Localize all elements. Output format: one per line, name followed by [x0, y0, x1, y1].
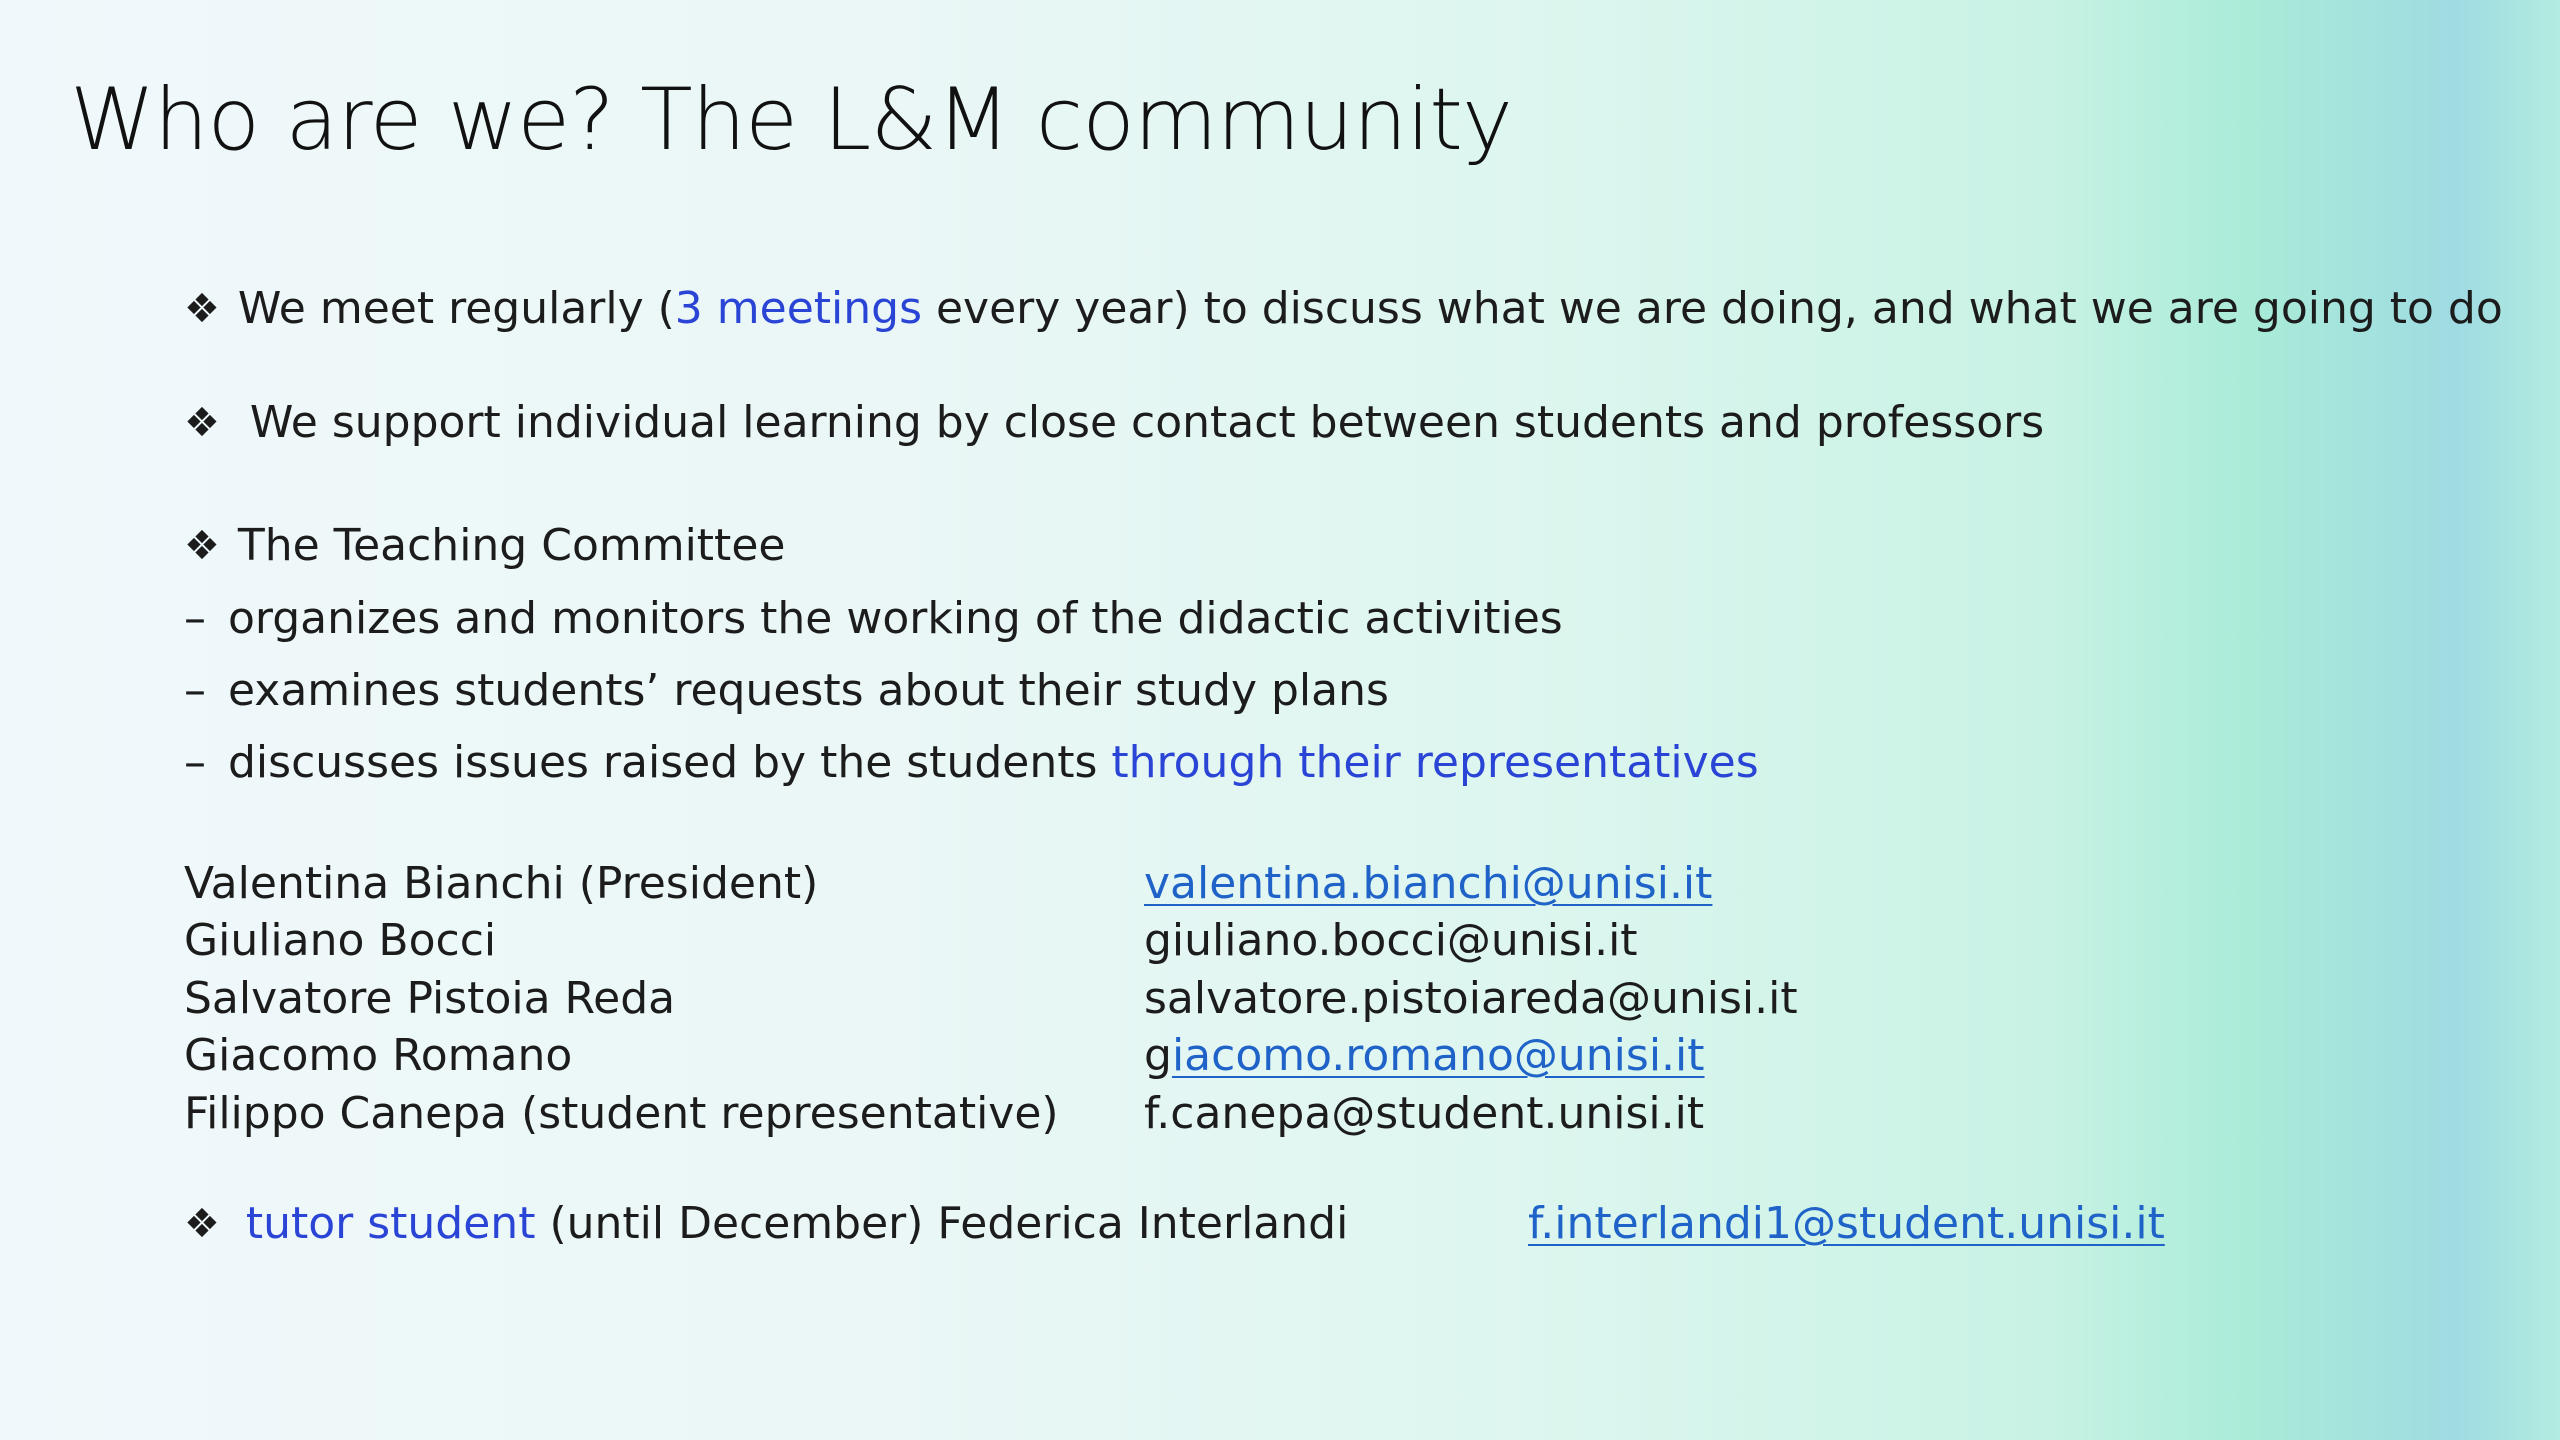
member-email: giuliano.bocci@unisi.it — [1144, 915, 1638, 966]
point1-pre: We meet regularly ( — [237, 283, 675, 334]
point1-post: every year) to discuss what we are doing, and what we are going to do — [922, 283, 2503, 334]
bullet-point-support — [184, 397, 2045, 448]
diamond-bullet-icon: ❖ — [184, 400, 220, 446]
tutor-highlight: tutor student — [245, 1198, 536, 1249]
tutor-text: (until December) Federica Interlandi — [535, 1198, 1349, 1249]
dash-glyph: – — [184, 665, 206, 716]
bullet-point-tutor — [184, 1198, 1349, 1249]
member-email: salvatore.pistoiareda@unisi.it — [1144, 973, 1798, 1024]
point2-text: We support individual learning by close contact between students and professors — [249, 397, 2045, 448]
diamond-bullet-icon: ❖ — [184, 286, 220, 332]
bullet-point-meetings — [184, 283, 2503, 334]
member-name: Valentina Bianchi (President) — [184, 858, 819, 909]
committee-item-text: organizes and monitors the working of the didactic activities — [228, 593, 1563, 644]
member-email-link[interactable]: valentina.bianchi@unisi.it — [1144, 858, 1713, 909]
member-name: Salvatore Pistoia Reda — [184, 973, 676, 1024]
diamond-bullet-icon: ❖ — [184, 523, 220, 569]
committee-item — [184, 665, 1389, 716]
member-name: Filippo Canepa (student representative) — [184, 1088, 1059, 1139]
diamond-bullet-icon: ❖ — [184, 1201, 220, 1247]
dash-glyph: – — [184, 593, 206, 644]
committee-item-text: discusses issues raised by the students — [228, 737, 1112, 788]
member-email — [1144, 1030, 1705, 1081]
dash-glyph: – — [184, 737, 206, 788]
committee-item-text: examines students’ requests about their study plans — [228, 665, 1389, 716]
committee-heading: The Teaching Committee — [237, 520, 786, 571]
committee-item — [184, 737, 1759, 788]
committee-item — [184, 593, 1563, 644]
point1-highlight: 3 meetings — [674, 283, 922, 334]
committee-item-highlight: through their representatives — [1111, 737, 1759, 788]
member-email-link[interactable]: iacomo.romano@unisi.it — [1171, 1030, 1705, 1081]
member-name: Giacomo Romano — [184, 1030, 573, 1081]
member-name: Giuliano Bocci — [184, 915, 497, 966]
tutor-email-link[interactable]: f.interlandi1@student.unisi.it — [1528, 1198, 2165, 1249]
member-email: f.canepa@student.unisi.it — [1144, 1088, 1705, 1139]
slide-title: Who are we? The L&M community — [70, 70, 1512, 170]
member-email-prefix: g — [1144, 1030, 1172, 1081]
bullet-point-committee — [184, 520, 786, 571]
